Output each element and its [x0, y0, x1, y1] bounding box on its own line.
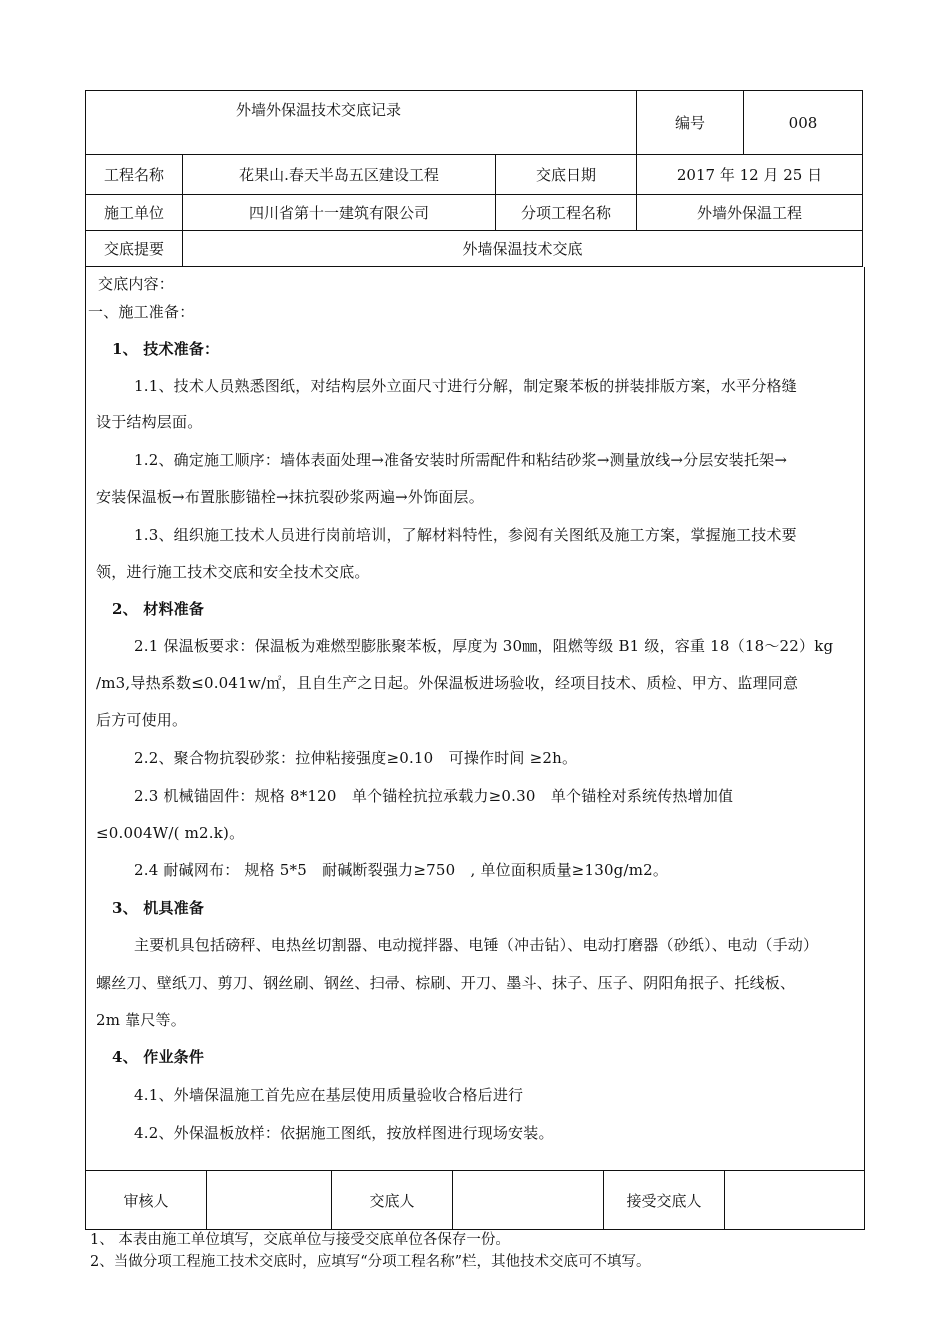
paragraph: 2m 靠尺等。: [96, 1011, 186, 1029]
summary-value: 外墙保温技术交底: [183, 231, 863, 267]
paragraph: 4.2、外保温板放样：依据施工图纸，按放样图进行现场安装。: [134, 1124, 554, 1142]
summary-label: 交底提要: [86, 231, 183, 267]
heading-material: 2、 材料准备: [112, 600, 205, 618]
note-1: 1、 本表由施工单位填写，交底单位与接受交底单位各保存一份。: [90, 1232, 510, 1248]
signature-table: [85, 1170, 865, 1230]
paragraph: 设于结构层面。: [96, 413, 203, 431]
paragraph: 领，进行施工技术交底和安全技术交底。: [96, 563, 370, 581]
paragraph: 4.1、外墙保温施工首先应在基层使用质量验收合格后进行: [134, 1086, 524, 1104]
content-intro: 交底内容：: [98, 275, 175, 293]
sub-project-label: 分项工程名称: [496, 195, 637, 231]
paragraph: ≤0.004W/( m2.k)。: [96, 824, 245, 842]
unit-value: 四川省第十一建筑有限公司: [183, 195, 496, 231]
date-value: 2017 年 12 月 25 日: [637, 155, 863, 195]
presenter-label: 交底人: [332, 1171, 453, 1230]
heading-tools: 3、 机具准备: [112, 899, 205, 917]
header-table: [85, 90, 863, 267]
receiver-label: 接受交底人: [604, 1171, 725, 1230]
paragraph: 1.3、组织施工技术人员进行岗前培训，了解材料特性，参阅有关图纸及施工方案，掌握施工技术要: [134, 526, 797, 544]
receiver-field[interactable]: [725, 1171, 865, 1230]
paragraph: 2.4 耐碱网布： 规格 5*5 耐碱断裂强力≥750 , 单位面积质量≥130g/m2。: [134, 861, 669, 879]
code-value: 008: [744, 91, 863, 155]
document-title: 外墙外保温技术交底记录: [86, 91, 637, 155]
reviewer-field[interactable]: [207, 1171, 332, 1230]
reviewer-label: 审核人: [86, 1171, 207, 1230]
date-label: 交底日期: [496, 155, 637, 195]
sub-project-value: 外墙外保温工程: [637, 195, 863, 231]
paragraph: 后方可使用。: [96, 711, 188, 729]
heading-conditions: 4、 作业条件: [112, 1048, 205, 1066]
heading-tech: 1、 技术准备：: [112, 340, 220, 358]
paragraph: 1.2、确定施工顺序：墙体表面处理→准备安装时所需配件和粘结砂浆→测量放线→分层安装托架→: [134, 451, 788, 469]
section-heading: 一、施工准备：: [88, 303, 195, 321]
note-2: 2、当做分项工程施工技术交底时，应填写“分项工程名称”栏，其他技术交底可不填写。: [90, 1254, 651, 1270]
paragraph: 主要机具包括磅秤、电热丝切割器、电动搅拌器、电锤（冲击钻）、电动打磨器（砂纸）、电动（手动）: [134, 936, 819, 954]
paragraph: /m3,导热系数≤0.041w/㎡，且自生产之日起。外保温板进场验收，经项目技术、质检、甲方、监理同意: [96, 674, 799, 692]
paragraph: 2.3 机械锚固件：规格 8*120 单个锚栓抗拉承载力≥0.30 单个锚栓对系统传热增加值: [134, 787, 734, 805]
code-label: 编号: [637, 91, 744, 155]
project-value: 花果山.春天半岛五区建设工程: [183, 155, 496, 195]
project-label: 工程名称: [86, 155, 183, 195]
paragraph: 安装保温板→布置胀膨锚栓→抹抗裂砂浆两遍→外饰面层。: [96, 488, 484, 506]
paragraph: 2.2、聚合物抗裂砂浆：拉伸粘接强度≥0.10 可操作时间 ≥2h。: [134, 749, 578, 767]
paragraph: 2.1 保温板要求：保温板为难燃型膨胀聚苯板，厚度为 30㎜，阻燃等级 B1 级，容重 18（18～22）kg: [134, 637, 834, 655]
paragraph: 螺丝刀、壁纸刀、剪刀、钢丝刷、钢丝、扫帚、棕刷、开刀、墨斗、抹子、压子、阴阳角抿子、托线板、: [96, 974, 796, 992]
unit-label: 施工单位: [86, 195, 183, 231]
content-box: [85, 267, 865, 1171]
presenter-field[interactable]: [453, 1171, 604, 1230]
paragraph: 1.1、技术人员熟悉图纸，对结构层外立面尺寸进行分解，制定聚苯板的拼装排版方案，水平分格缝: [134, 377, 797, 395]
